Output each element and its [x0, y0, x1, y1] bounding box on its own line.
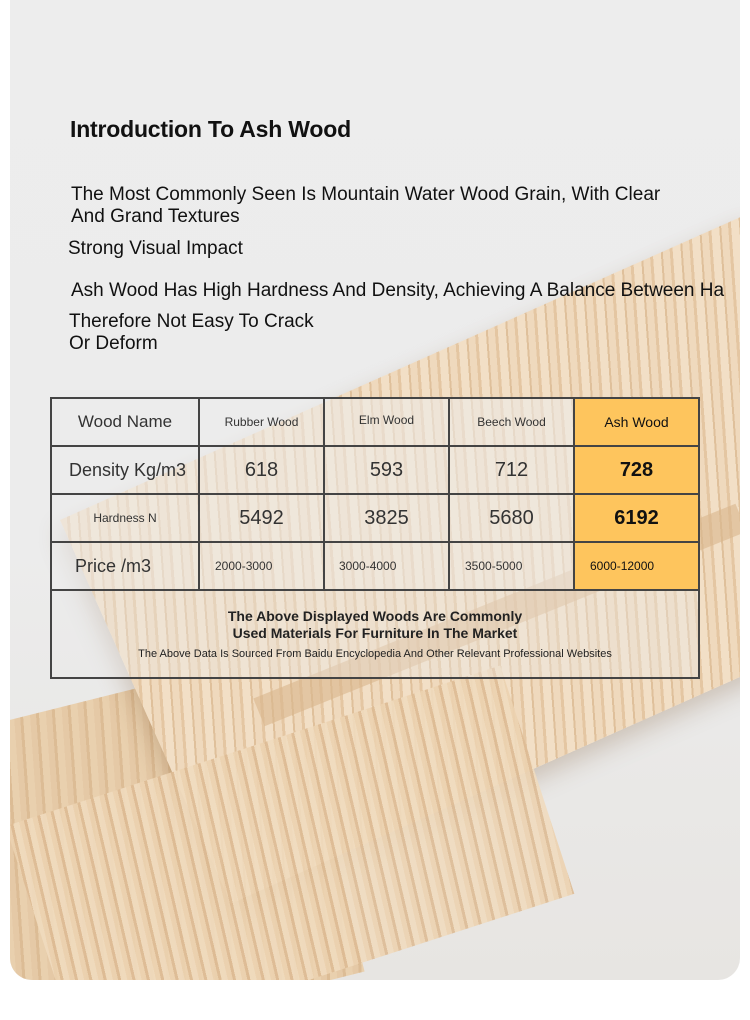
price-beech: 3500-5000: [465, 559, 523, 573]
data-cell: [449, 542, 574, 590]
data-cell: [449, 446, 574, 494]
intro-paragraph-4-line-1: Therefore Not Easy To Crack: [69, 311, 314, 332]
data-cell: [324, 542, 449, 590]
header-cell: [324, 398, 449, 446]
header-ash-wood: Ash Wood: [604, 414, 669, 430]
data-cell: [199, 446, 324, 494]
intro-paragraph-1-line-1: The Most Commonly Seen Is Mountain Water Wood Grain, With Clear: [71, 184, 661, 205]
table-footer: [51, 590, 699, 678]
intro-paragraph-4-line-2: Or Deform: [69, 333, 158, 354]
density-rubber: 618: [244, 458, 279, 481]
row-label-cell: [51, 446, 199, 494]
row-label-cell: [51, 542, 199, 590]
price-ash: 6000-12000: [590, 559, 655, 573]
intro-paragraph-1: [71, 184, 660, 228]
data-cell: [199, 542, 324, 590]
header-cell-highlight: [574, 398, 699, 446]
data-cell-highlight: [574, 542, 699, 590]
hardness-rubber: 5492: [239, 506, 284, 529]
intro-paragraph-4: [69, 311, 314, 355]
data-cell-highlight: [574, 446, 699, 494]
data-cell: [199, 494, 324, 542]
header-cell: [449, 398, 574, 446]
header-beech-wood: Beech Wood: [477, 415, 546, 429]
data-cell: [449, 494, 574, 542]
row-label-price: Price /m3: [75, 555, 152, 576]
table-footer-row: [51, 590, 699, 678]
header-cell: [199, 398, 324, 446]
header-cell: [51, 398, 199, 446]
data-cell: [324, 494, 449, 542]
hardness-elm: 3825: [364, 506, 409, 529]
density-beech: 712: [494, 458, 529, 481]
data-cell-highlight: [574, 494, 699, 542]
header-wood-name: Wood Name: [77, 412, 173, 431]
footer-line-1: The Above Displayed Woods Are Commonly: [227, 608, 523, 624]
density-elm: 593: [369, 458, 404, 481]
header-elm-wood: Elm Wood: [358, 413, 415, 427]
price-rubber: 2000-3000: [215, 559, 273, 573]
table-row-price: [51, 542, 699, 590]
table-row-hardness: [51, 494, 699, 542]
row-label-cell: [51, 494, 199, 542]
footer-line-2: Used Materials For Furniture In The Market: [232, 625, 518, 641]
density-ash: 728: [619, 458, 654, 481]
intro-paragraph-1-line-2: And Grand Textures: [71, 206, 240, 227]
row-label-density: Density Kg/m3: [69, 459, 187, 480]
page-title: Introduction To Ash Wood: [70, 116, 351, 142]
hardness-ash: 6192: [614, 506, 659, 529]
table-row-density: [51, 446, 699, 494]
data-cell: [324, 446, 449, 494]
intro-paragraph-3: Ash Wood Has High Hardness And Density, Achieving A Balance Between Ha: [71, 280, 725, 301]
intro-paragraph-2: Strong Visual Impact: [68, 238, 243, 259]
hardness-beech: 5680: [489, 506, 534, 529]
row-label-hardness: Hardness N: [93, 511, 157, 525]
price-elm: 3000-4000: [339, 559, 397, 573]
wood-comparison-table: [50, 397, 700, 679]
footer-source-note: The Above Data Is Sourced From Baidu Encyclopedia And Other Relevant Professional Websites: [138, 648, 612, 660]
table-header-row: [51, 398, 699, 446]
header-rubber-wood: Rubber Wood: [224, 415, 299, 429]
